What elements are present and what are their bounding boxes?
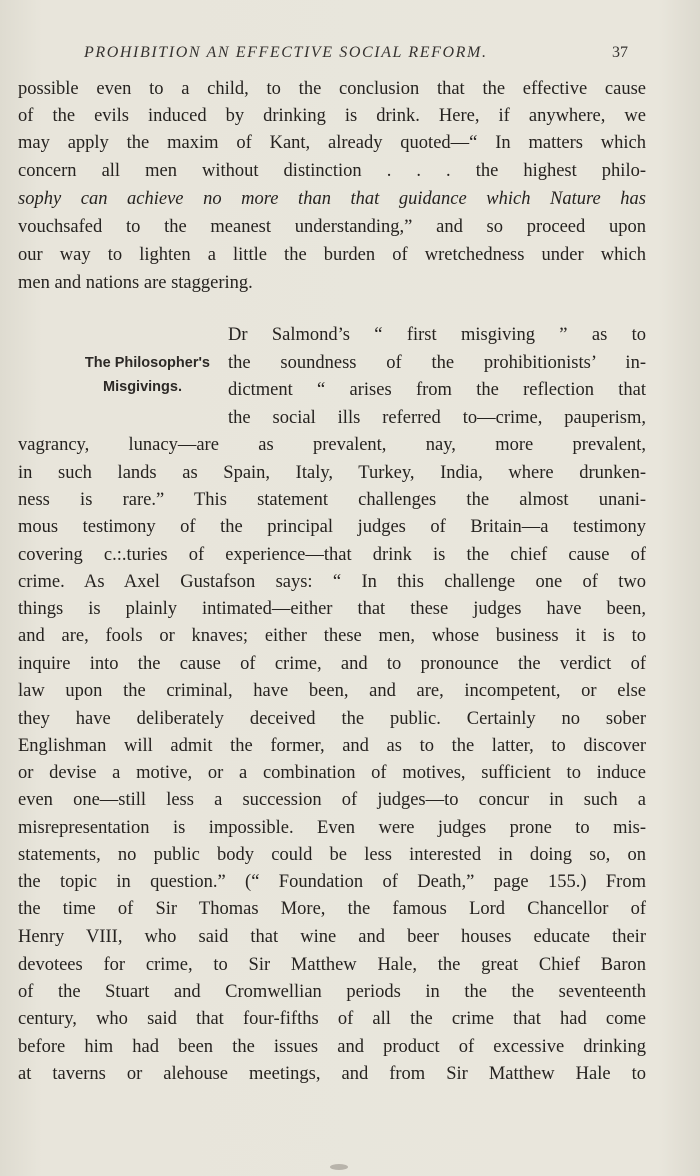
text-line: the social ills referred to—crime, pauperism,	[228, 408, 646, 428]
text-line: in such lands as Spain, Italy, Turkey, India, where drunken-	[18, 463, 646, 483]
page-number: 37	[612, 44, 628, 61]
text-line: Englishman will admit the former, and as to the latter, to discover	[18, 736, 646, 756]
text-line: dictment “ arises from the reflection that	[228, 380, 646, 400]
text-line: covering c.:.turies of experience—that drink is the chief cause of	[18, 545, 646, 565]
running-head-title: PROHIBITION AN EFFECTIVE SOCIAL REFORM.	[84, 44, 488, 61]
text-line: concern all men without distinction . . . the highest philo-	[18, 161, 646, 181]
text-line: before him had been the issues and product of excessive drinking	[18, 1037, 646, 1057]
text-line: even one—still less a succession of judges—to concur in such a	[18, 790, 646, 810]
text-line: may apply the maxim of Kant, already quoted—“ In matters which	[18, 133, 646, 153]
text-line: statements, no public body could be less interested in doing so, on	[18, 845, 646, 865]
text-line: at taverns or alehouse meetings, and from Sir Matthew Hale to	[18, 1064, 646, 1084]
text-line: possible even to a child, to the conclusion that the effective cause	[18, 79, 646, 99]
text-line: ness is rare.” This statement challenges the almost unani-	[18, 490, 646, 510]
text-line: the time of Sir Thomas More, the famous Lord Chancellor of	[18, 899, 646, 919]
text-line: mous testimony of the principal judges of Britain—a testimony	[18, 517, 646, 537]
sidenote-line: Misgivings.	[103, 379, 182, 395]
text-line: crime. As Axel Gustafson says: “ In this challenge one of two	[18, 572, 646, 592]
text-line: things is plainly intimated—either that these judges have been,	[18, 599, 646, 619]
text-line: of the evils induced by drinking is drink. Here, if anywhere, we	[18, 106, 646, 126]
text-line: our way to lighten a little the burden of wretchedness under which	[18, 245, 646, 265]
text-line: men and nations are staggering.	[18, 273, 253, 293]
text-line: century, who said that four-fifths of all the crime that had come	[18, 1009, 646, 1029]
ink-smudge-mark	[330, 1164, 348, 1170]
text-line: and are, fools or knaves; either these men, whose business it is to	[18, 626, 646, 646]
text-line: devotees for crime, to Sir Matthew Hale, the great Chief Baron	[18, 955, 646, 975]
text-line: of the Stuart and Cromwellian periods in the the seventeenth	[18, 982, 646, 1002]
text-line: the soundness of the prohibitionists’ in-	[228, 353, 646, 373]
text-line: the topic in question.” (“ Foundation of Death,” page 155.) From	[18, 872, 646, 892]
text-line: or devise a motive, or a combination of motives, sufficient to induce	[18, 763, 646, 783]
text-line: inquire into the cause of crime, and to pronounce the verdict of	[18, 654, 646, 674]
text-line: misrepresentation is impossible. Even were judges prone to mis-	[18, 818, 646, 838]
text-line: Dr Salmond’s “ first misgiving ” as to	[228, 325, 646, 345]
running-head	[84, 41, 630, 65]
text-line: they have deliberately deceived the public. Certainly no sober	[18, 709, 646, 729]
text-line: law upon the criminal, have been, and are, incompetent, or else	[18, 681, 646, 701]
sidenote-line: The Philosopher's	[84, 355, 210, 371]
margin-sidenote	[30, 351, 210, 399]
text-line: vouchsafed to the meanest understanding,” and so proceed upon	[18, 217, 646, 237]
text-line: vagrancy, lunacy—are as prevalent, nay, more prevalent,	[18, 435, 646, 455]
text-line: Henry VIII, who said that wine and beer houses educate their	[18, 927, 646, 947]
text-line: sophy can achieve no more than that guidance which Nature has	[18, 189, 646, 209]
